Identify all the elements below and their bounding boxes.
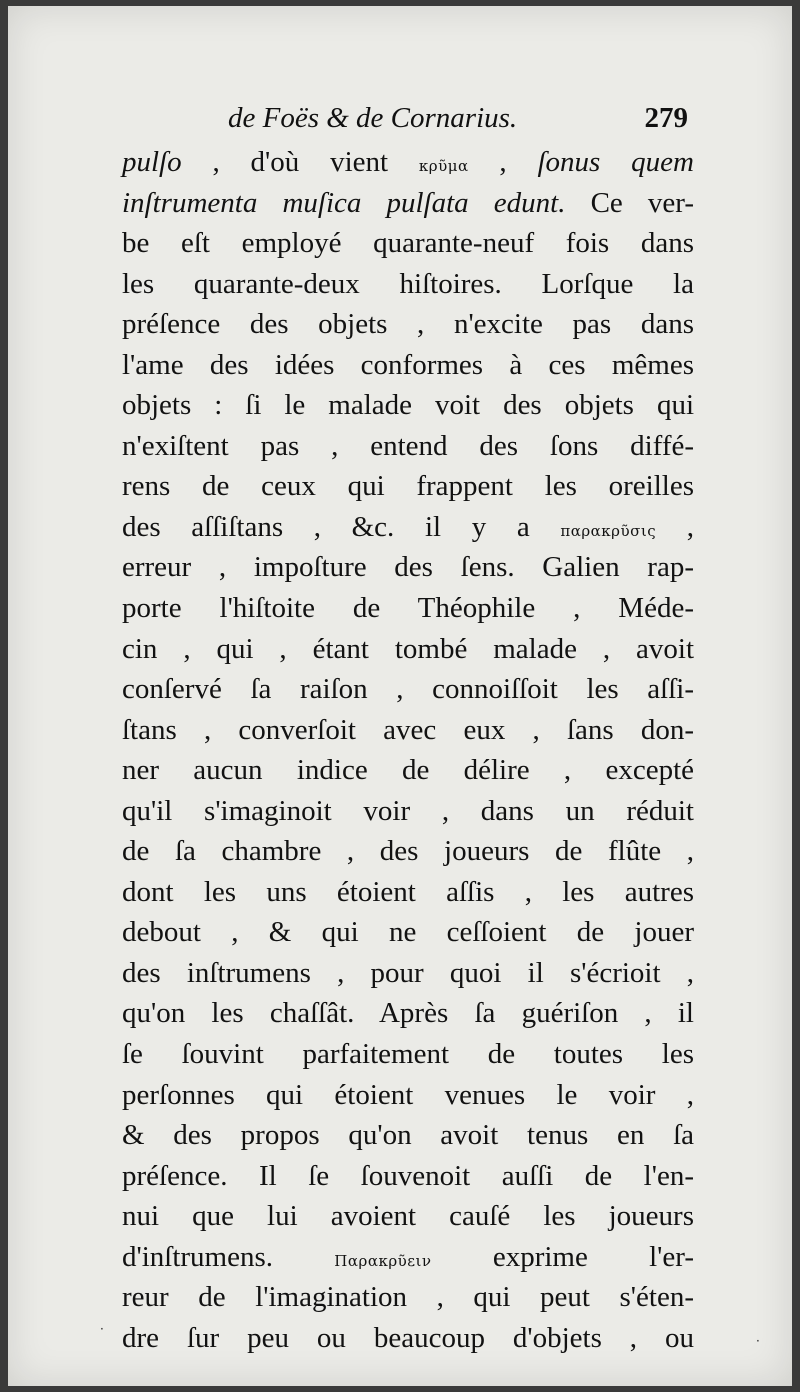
text-run: conſervé ſa raiſon , connoiſſoit les aſſi- — [122, 673, 694, 706]
book-page — [8, 6, 792, 1386]
page-number: 279 — [644, 102, 688, 134]
text-line — [122, 304, 694, 345]
text-run: les quarante-deux hiſtoires. Lorſque la — [122, 267, 694, 300]
text-line — [122, 507, 694, 548]
text-run: de ſa chambre , des joueurs de flûte , — [122, 835, 694, 868]
greek-word: παρακρῦσις — [560, 521, 657, 540]
text-line — [122, 426, 694, 467]
text-line — [122, 629, 694, 670]
text-run: erreur , impoſture des ſens. Galien rap- — [122, 551, 694, 584]
text-run: ner aucun indice de délire , excepté — [122, 754, 694, 787]
text-line — [122, 750, 694, 791]
text-line — [122, 993, 694, 1034]
text-line — [122, 710, 694, 751]
text-run: rens de ceux qui frappent les oreilles — [122, 470, 694, 503]
text-run: debout , & qui ne ceſſoient de jouer — [122, 916, 694, 949]
text-line — [122, 912, 694, 953]
margin-speck: · — [100, 1322, 104, 1336]
text-line — [122, 1075, 694, 1116]
text-line — [122, 791, 694, 832]
text-run: Ce ver- — [565, 186, 694, 219]
text-line — [122, 588, 694, 629]
text-line — [122, 264, 694, 305]
text-run: be eſt employé quarante-neuf fois dans — [122, 227, 694, 260]
italic-text: inſtrumenta muſica pulſata edunt. — [122, 186, 566, 219]
text-line — [122, 1237, 694, 1278]
text-run: ſe ſouvint parfaitement de toutes les — [122, 1038, 694, 1071]
text-run: l'ame des idées conformes à ces mêmes — [122, 348, 694, 381]
text-run: des inſtrumens , pour quoi il s'écrioit , — [122, 956, 694, 989]
text-line — [122, 1034, 694, 1075]
text-line — [122, 953, 694, 994]
running-header — [218, 102, 688, 142]
text-run: perſonnes qui étoient venues le voir , — [122, 1078, 694, 1111]
text-line — [122, 547, 694, 588]
text-run: & des propos qu'on avoit tenus en ſa — [122, 1119, 694, 1152]
text-line — [122, 385, 694, 426]
text-run: n'exiſtent pas , entend des ſons diffé- — [122, 429, 694, 462]
text-line — [122, 223, 694, 264]
text-line — [122, 831, 694, 872]
text-line — [122, 183, 694, 224]
text-line — [122, 1318, 694, 1359]
running-title: de Foës & de Cornarius. — [228, 102, 518, 134]
text-run: , — [468, 146, 538, 178]
text-run: ſtans , converſoit avec eux , ſans don- — [122, 713, 694, 746]
text-line — [122, 1115, 694, 1156]
text-run: préſence des objets , n'excite pas dans — [122, 308, 694, 341]
text-run: reur de l'imagination , qui peut s'éten- — [122, 1281, 694, 1314]
text-run: cin , qui , étant tombé malade , avoit — [122, 632, 694, 665]
italic-text: ſonus quem — [537, 146, 694, 178]
text-run: dre ſur peu ou beaucoup d'objets , ou — [122, 1321, 694, 1354]
text-line — [122, 142, 694, 183]
text-line — [122, 1156, 694, 1197]
margin-speck: · — [756, 1334, 760, 1348]
text-run: , — [656, 510, 695, 543]
greek-word: Παρακρῦειν — [334, 1251, 432, 1270]
text-line — [122, 1277, 694, 1318]
show-through-text — [178, 68, 184, 95]
text-run: des aſſiſtans , &c. il y a — [122, 510, 561, 543]
text-run: exprime l'er- — [431, 1240, 694, 1273]
text-run: qu'il s'imaginoit voir , dans un réduit — [122, 794, 694, 827]
text-run: objets : ſi le malade voit des objets qui — [122, 389, 694, 422]
italic-text: pulſo — [122, 146, 182, 178]
text-line — [122, 466, 694, 507]
body-text — [122, 142, 694, 1358]
text-run: dont les uns étoient aſſis , les autres — [122, 875, 694, 908]
text-line — [122, 345, 694, 386]
text-line — [122, 1196, 694, 1237]
greek-word: κρῦμα — [418, 157, 469, 175]
text-line — [122, 872, 694, 913]
text-run: porte l'hiſtoite de Théophile , Méde- — [122, 592, 694, 625]
text-run: , d'où vient — [181, 146, 419, 178]
text-run: d'inſtrumens. — [122, 1240, 335, 1273]
text-run: préſence. Il ſe ſouvenoit auſſi de l'en- — [122, 1159, 694, 1192]
text-run: nui que lui avoient cauſé les joueurs — [122, 1200, 694, 1233]
text-line — [122, 669, 694, 710]
text-run: qu'on les chaſſât. Après ſa guériſon , il — [122, 997, 694, 1030]
